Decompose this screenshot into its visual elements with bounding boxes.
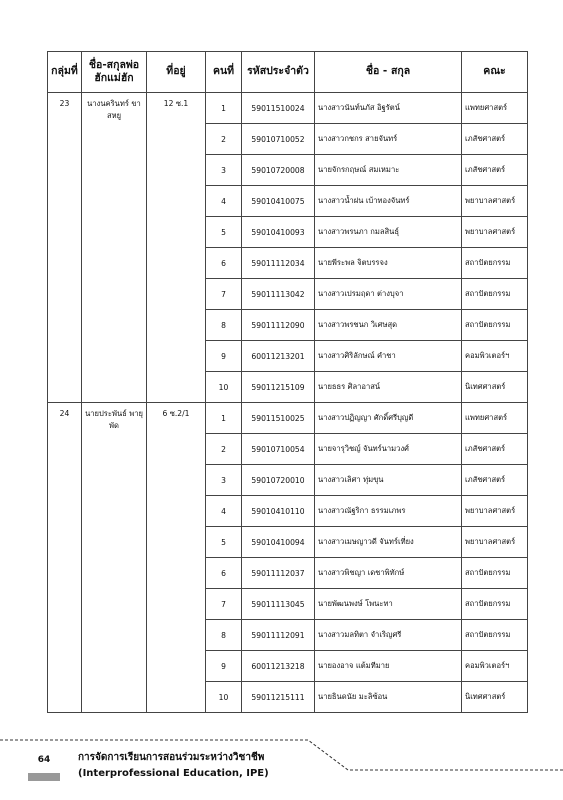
student-id-cell: 59010710054 [242, 434, 315, 465]
faculty-cell: เภสัชศาสตร์ [462, 465, 528, 496]
group-number-cell: 23 [48, 93, 82, 403]
table-row [48, 93, 528, 124]
student-id-cell: 59011112034 [242, 248, 315, 279]
member-no-cell: 6 [206, 558, 242, 589]
faculty-cell: นิเทศศาสตร์ [462, 372, 528, 403]
student-id-cell: 59010720010 [242, 465, 315, 496]
student-name-cell: นายธธร ศิลาอาสน์ [315, 372, 462, 403]
table-body [48, 93, 528, 713]
member-no-cell: 8 [206, 620, 242, 651]
member-no-cell: 9 [206, 651, 242, 682]
member-no-cell: 3 [206, 155, 242, 186]
header-faculty: คณะ [462, 52, 528, 93]
student-id-cell: 59010410094 [242, 527, 315, 558]
student-id-cell: 59011113045 [242, 589, 315, 620]
student-group-table [47, 51, 527, 702]
member-no-cell: 4 [206, 186, 242, 217]
faculty-cell: สถาปัตยกรรม [462, 248, 528, 279]
faculty-cell: เภสัชศาสตร์ [462, 434, 528, 465]
faculty-cell: สถาปัตยกรรม [462, 589, 528, 620]
group-number-cell: 24 [48, 403, 82, 713]
faculty-cell: สถาปัตยกรรม [462, 279, 528, 310]
student-id-cell: 59011112037 [242, 558, 315, 589]
faculty-cell: พยาบาลศาสตร์ [462, 496, 528, 527]
student-name-cell: นางสาวพรนภา กมลสินธุ์ [315, 217, 462, 248]
member-no-cell: 7 [206, 589, 242, 620]
student-id-cell: 59011510025 [242, 403, 315, 434]
member-no-cell: 5 [206, 217, 242, 248]
member-no-cell: 4 [206, 496, 242, 527]
footer-title-thai: การจัดการเรียนการสอนร่วมระหว่างวิชาชีพ [78, 752, 265, 763]
member-no-cell: 1 [206, 93, 242, 124]
student-name-cell: นางสาวเลิศา ทุ่มขุน [315, 465, 462, 496]
header-member-no: คนที่ [206, 52, 242, 93]
member-no-cell: 2 [206, 124, 242, 155]
faculty-cell: พยาบาลศาสตร์ [462, 186, 528, 217]
student-name-cell: นายจารุวิชญ์ จันทร์นามวงศ์ [315, 434, 462, 465]
student-id-cell: 59011113042 [242, 279, 315, 310]
faculty-cell: พยาบาลศาสตร์ [462, 217, 528, 248]
student-name-cell: นางสาวพรชนก วิเศษสุด [315, 310, 462, 341]
student-name-cell: นางสาวนันท์นภัส อิฐรัตน์ [315, 93, 462, 124]
student-name-cell: นายพัฒนพงษ์ โพนะทา [315, 589, 462, 620]
member-no-cell: 10 [206, 372, 242, 403]
faculty-cell: สถาปัตยกรรม [462, 558, 528, 589]
student-name-cell: นางสาวมลทิตา จำเริญศรี [315, 620, 462, 651]
member-no-cell: 7 [206, 279, 242, 310]
member-no-cell: 9 [206, 341, 242, 372]
student-id-cell: 59011215109 [242, 372, 315, 403]
header-group: กลุ่มที่ [48, 52, 82, 93]
student-name-cell: นางสาวณัฐริกา ธรรมเภพร [315, 496, 462, 527]
faculty-cell: คอมพิวเตอร์ฯ [462, 341, 528, 372]
parent-name-cell: นายประพันธ์ พายุพัด [82, 403, 147, 713]
student-id-cell: 59010410110 [242, 496, 315, 527]
student-id-cell: 59011112090 [242, 310, 315, 341]
table-header-row [48, 52, 528, 93]
student-name-cell: นางสาวกชกร สายจันทร์ [315, 124, 462, 155]
page-number-bar [28, 773, 60, 781]
member-no-cell: 8 [206, 310, 242, 341]
member-no-cell: 2 [206, 434, 242, 465]
member-no-cell: 1 [206, 403, 242, 434]
student-id-cell: 60011213218 [242, 651, 315, 682]
footer-title-english: (Interprofessional Education, IPE) [78, 768, 269, 779]
member-no-cell: 3 [206, 465, 242, 496]
address-cell: 6 ซ.2/1 [147, 403, 206, 713]
student-name-cell: นางสาวเปรมฤดา ต่างบุจา [315, 279, 462, 310]
faculty-cell: เภสัชศาสตร์ [462, 155, 528, 186]
faculty-cell: คอมพิวเตอร์ฯ [462, 651, 528, 682]
faculty-cell: สถาปัตยกรรม [462, 620, 528, 651]
student-name-cell: นายธินดนัย มะลิซ้อน [315, 682, 462, 713]
student-name-cell: นายองอาจ แต้มทีมาย [315, 651, 462, 682]
student-name-cell: นายพีระพล จิตบรรจง [315, 248, 462, 279]
address-cell: 12 ซ.1 [147, 93, 206, 403]
member-no-cell: 5 [206, 527, 242, 558]
member-no-cell: 6 [206, 248, 242, 279]
student-id-cell: 59010720008 [242, 155, 315, 186]
student-id-cell: 60011213201 [242, 341, 315, 372]
student-name-cell: นางสาวปฏิญญา ศักดิ์ศรีบุญดี [315, 403, 462, 434]
parent-name-cell: นางนครินทร์ ขาสหยู [82, 93, 147, 403]
header-full-name: ชื่อ - สกุล [315, 52, 462, 93]
student-name-cell: นางสาวพิชญา เดชาพิทักษ์ [315, 558, 462, 589]
member-no-cell: 10 [206, 682, 242, 713]
student-id-cell: 59011112091 [242, 620, 315, 651]
faculty-cell: แพทยศาสตร์ [462, 403, 528, 434]
header-student-id: รหัสประจำตัว [242, 52, 315, 93]
faculty-cell: สถาปัตยกรรม [462, 310, 528, 341]
student-name-cell: นายจักรกฤษณ์ สมเหมาะ [315, 155, 462, 186]
student-id-cell: 59010710052 [242, 124, 315, 155]
student-name-cell: นางสาวศิริลักษณ์ คำชา [315, 341, 462, 372]
faculty-cell: แพทยศาสตร์ [462, 93, 528, 124]
student-id-cell: 59011215111 [242, 682, 315, 713]
header-parent-name: ชื่อ-สกุลพ่อฮักแม่ฮัก [82, 52, 147, 93]
student-id-cell: 59010410093 [242, 217, 315, 248]
student-id-cell: 59010410075 [242, 186, 315, 217]
faculty-cell: นิเทศศาสตร์ [462, 682, 528, 713]
faculty-cell: เภสัชศาสตร์ [462, 124, 528, 155]
header-address: ที่อยู่ [147, 52, 206, 93]
faculty-cell: พยาบาลศาสตร์ [462, 527, 528, 558]
table-row [48, 403, 528, 434]
page-number: 64 [37, 755, 51, 765]
student-name-cell: นางสาวเมษญาวดี จันทร์เที่ยง [315, 527, 462, 558]
student-id-cell: 59011510024 [242, 93, 315, 124]
student-name-cell: นางสาวน้ำฝน เบ้าทองจันทร์ [315, 186, 462, 217]
